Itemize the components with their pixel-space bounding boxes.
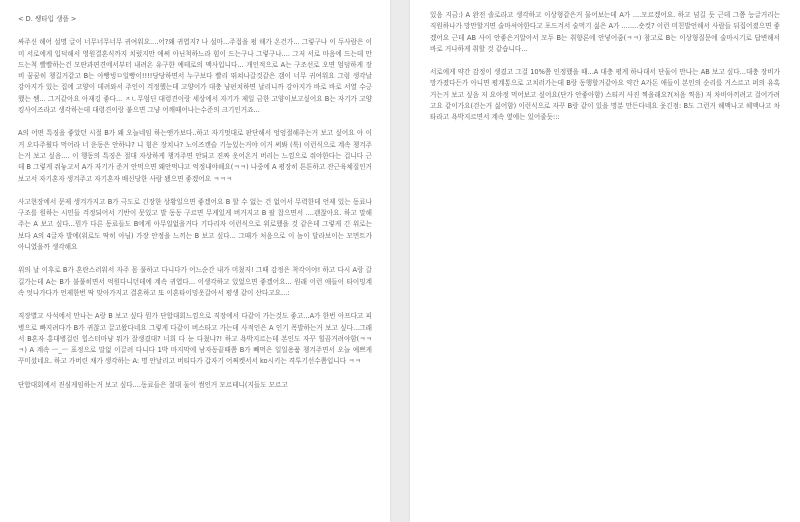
page-header: < D. 쌩타입 생플 >	[18, 15, 77, 23]
right-page-content	[430, 10, 780, 136]
paragraph-6: 단합대회에서 진심게임하는거 보고 싶다....동료들은 절대 둘이 썸인거 모르테니(지들도 모르고	[18, 380, 288, 389]
paragraph-7: 있음 지금:) A 완전 솔로라고 생각하고 이상형같은거 물어보는데 A가 ....모르겠어요. 하고 넘길 듯 근데 그쯤 능글거리는 직원하나가 망만할거면 술마셔야한다고 포드겨서 술먹기 싫은 A가 ........숏컷? 이런 미친발언해서 사람들 뒤집어졌으면 좋겠어요 근데 AB 사이 안좋은거알아서 모두 B는 취향론에 안넣어줌(ㅋㅋ) 참고로 B는 이상형질문에 술마시기로 답변해서 바로 거나하게 취할 것 같습니다...	[430, 11, 780, 53]
paragraph-3: 사고현장에서 문제 생겨가지고 B가 극도로 긴장한 상황일으면 좋겠어요 B 할 수 없는 건 없어서 무력한데 언제 있는 동료나 구조를 원하는 시민들 걱정되어서 기반이 못있고 발 동동 구르면 무게있게 버거지고 B 팔 찹으면서 ....괜찮아요. 하고 말해주는 A 보고 싶다...뭔가 다른 동료들도 B에게 아무일없을거다 기다리자 이런식으로 위로했을 것 같은데 그렇게 긴 위로는 보다 A의 4글자 발에(위로도 딱히 아님) 가장 안정을 느끼는 B 보고 싶다... 그때가 처음으로 이 놈이 달라보이는 모먼트가 아니였을까 생각해요	[18, 197, 372, 252]
right-page	[410, 0, 800, 522]
left-page-content	[18, 14, 372, 403]
paragraph-1: 싸주신 해어 설명 글이 너무너무너무 귀여워요....어?왜 귀엽지? 나 설마...주접을 펑 해가 온건가... 그렇구나 이 두사람은 이미 서로에게 입덕해서 영원결혼식까지 치렀지만 애써 아닌척하느라 힘이 드는구나 그렇구나.... 그저 서로 마음에 드는데 만드는척 빨빨하는건 모딴과편견에서부터 내려온 유구한 예테로의 맥사입니다... 개인적으로 A는 구조선로 오면 엄덤하게 장비 꿈꿈히 챙길거같고 B는 아빵빙ㅁ일빵이!!!!당당하면서 누구보다 빨리 뛰쳐나갈것같은 갬이 너무 귀여워요 그렁 생각날 강아지가 있는 집에 고양이 데려와서 주인이 걱정했는데 고양이가 대충 냥펀치하면 날리니까 강아지가 바로 바로 서열 수긍했는 쌤... 그거같아요 아재깅 좋다... ㅈㄴ무엄딘 대령견이랑 세상에서 자기가 제일 금한 고양이보고싶어요 B는 자기가 고양킹사이즈라고 생각하는데 대령견이랑 붙으면 그냥 어깨때어나는수준의 크기인거죠...	[18, 38, 372, 115]
left-page	[0, 0, 390, 522]
paragraph-5: 직장별고 사석에서 만나는 A랑 B 보고 싶다 뭔가 단합대회느낌으로 직장에서 다같이 가는것도 좋고...A가 한번 아프다고 피병으로 빠지려다가 B가 귀찮고 끌고왔다네요 그렇게 다같이 버스타고 가는데 사적인은 A 인기 폭발하는거 보고 싶다...그래서 B혼자 홍대병걸린 힙스터마냥 뭐가 잘생겼대? 너희 다 눈 다쳤냐?! 하고 욕박지르는데 본인도 자꾸 힐끔거려야함(ㅋㅋㅋ) A 계속 ㅡ_ㅡ 표정으로 말없 이끌려 다니다 1박 마지막에 남자동끝때쯤 B가 빼먹은 일일용품 챙겨주면서 오늘 예쁘게 꾸미셨네요. 하고 가버린 채가 생각하는 A: 명 안날리고 버티다가 갑자기 어쩌켓서서 ko시키는 격투기선수쯤입니다 ㅋㅋ	[18, 312, 372, 366]
paragraph-4: 위의 날 이후로 B가 혼란스러워서 자주 몸 풀하고 다니다가 어느순간 내가 미쳤지! 그때 감정은 착각이야! 하고 다시 A랑 갈길가는데 A는 B가 불풀히면서 억원다니던데에 계속 귀엽다... 이생각하고 있었으면 좋겠어요... 원래 이런 애들이 타이밍계속 엇나가다가 언제한번 딱 맞아가지고 결혼하고 또 이혼타이밍옷갈아서 평생 같이 산다고요...:	[18, 266, 372, 297]
paragraph-8: 서로에게 약간 감정이 생겼고 그걸 10%쯤 인정했을 때...A 대충 평게 하나대서 단둘이 만나는 AB 보고 싶다...대충 장비가 망가졌다든가 아니면 평계통으로 고치러가는데 B랑 동행할거같아요 약간 A가돈 애들이 본인의 순리를 거스르고 퍼의 유혹거는거 보고 싶음 저 요야정 먹어보고 싶어요(단가 안좋아함) 스티커 사진 찍을래요?(처음 찍음) 저 차비아끼려고 걸어가려고요 같이가요(걷는거 싫어함) 이런식으로 자꾸 B랑 같이 있을 명분 만든다네요 웃긴점: B도 그런거 헤맥나고 헤맥나고 차타라고 욕박지르면서 계속 옆에는 있어줄듯:::	[430, 68, 780, 122]
paragraph-2: A의 어떤 특징을 좋았던 시절 B가 왜 오늘네임 하는앤가보다..하고 자기멋대로 판단해서 엉엉절해주는거 보고 싶어요 아 이거 오다주웠다 먹어라 너 운동은 안하냐? 니 힘은 장치나? 노이즈캔슬 기능있는거야 이거 써봐 (툭) 이런식으로 계속 챙겨주는거 보고 싶음.... 이 행동의 특징은 절대 자상하게 챙겨주면 안되고 진짜 옷어온거 버리는 느낌으로 줘야한다는 겁니다 근데 B 그렇게 줘놓고서 A가 자기가 준거 안먹으면 왜안먹냐고 억정내야해요(ㅋㅋ) 나중에 A 평장히 튼튼하고 잔근육체질인거 보고서 자기혼자 생겨주고 자기혼자 배신당한 사람 됐으면 좋겠어요 ㅋㅋㅋ	[18, 129, 372, 183]
